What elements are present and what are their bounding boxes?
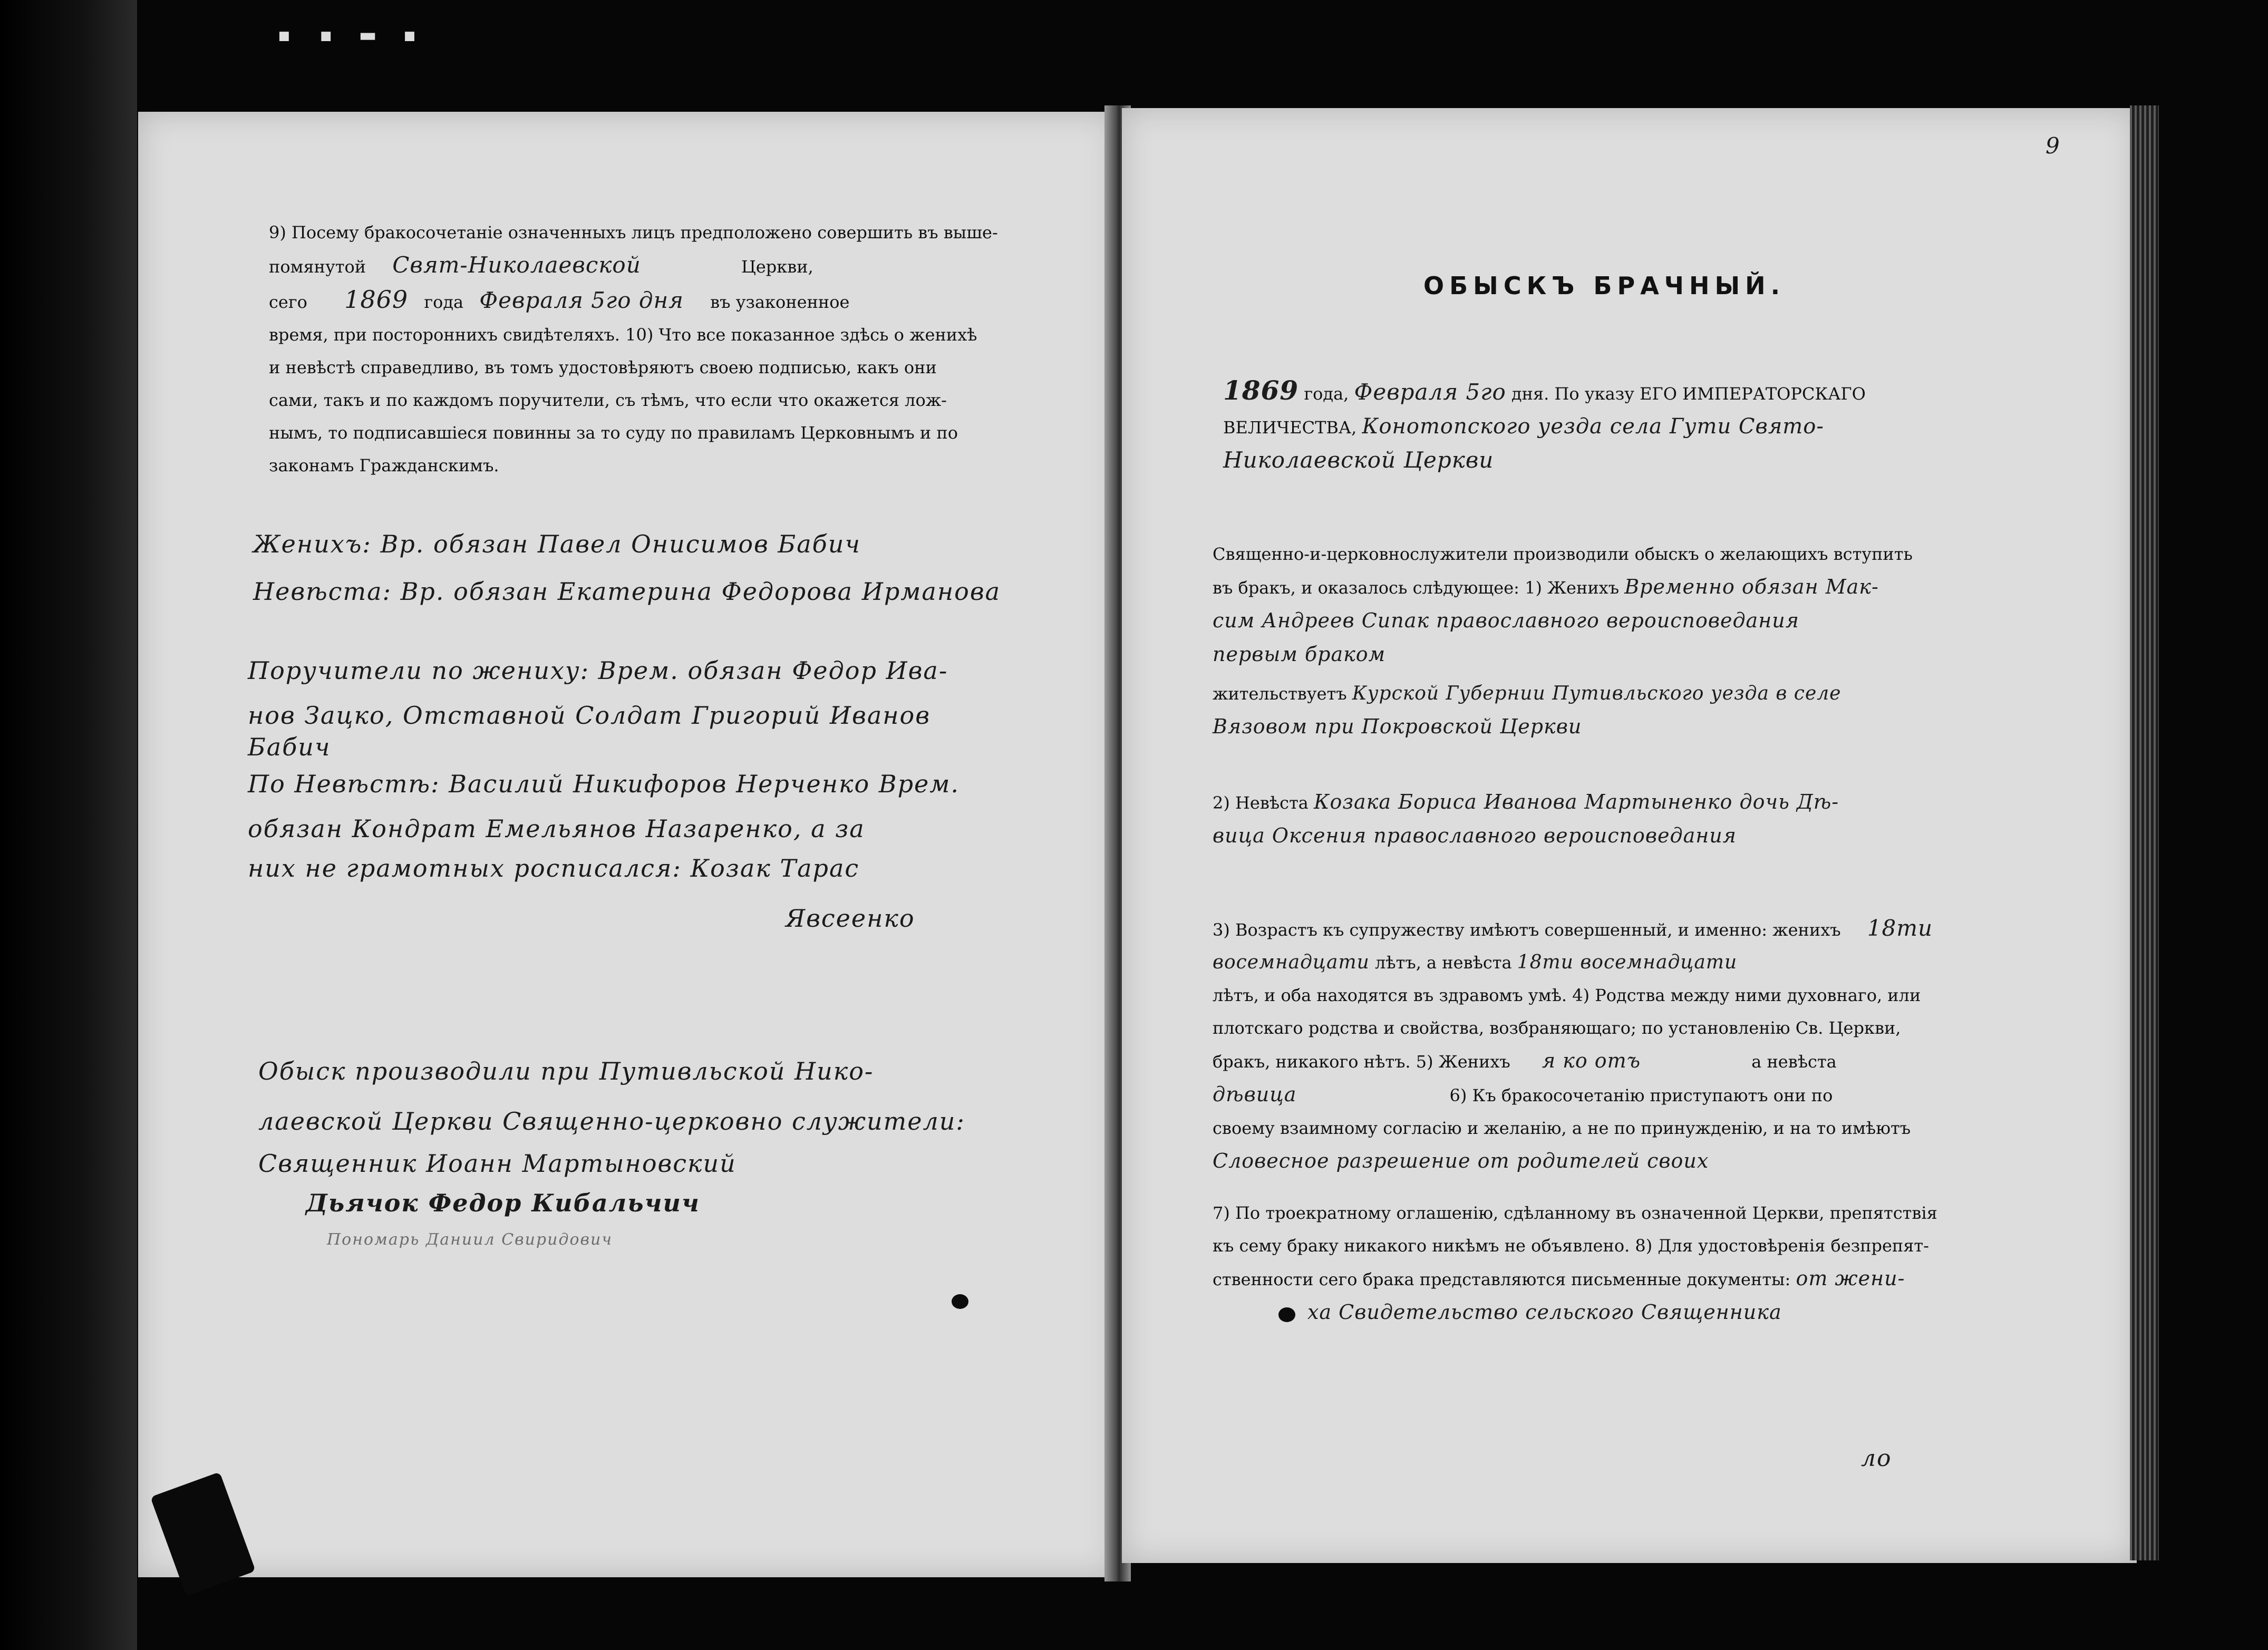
print-line: 3) Возрастъ къ супружеству имѣютъ совершенный, и именно: женихъ 18ти xyxy=(1213,915,1933,941)
print-line: ВЕЛИЧЕСТВА, Конотопского уезда села Гути Свято- xyxy=(1223,414,1824,439)
search-line: Обыск производили при Путивльской Нико- xyxy=(258,1057,874,1085)
ink-blot xyxy=(952,1294,968,1309)
sureties-line: них не грамотных росписался: Козак Тарас xyxy=(248,854,860,882)
sureties-line: Бабич xyxy=(248,733,331,761)
handwritten-church: Свят-Николаевской xyxy=(392,252,641,278)
print-line: ха Свидетельство сельского Священника xyxy=(1307,1300,1782,1324)
sureties-line: По Невѣстѣ: Василий Никифоров Нерченко Врем. xyxy=(248,770,960,798)
ink-blot xyxy=(1278,1307,1295,1322)
print-line: сим Андреев Сипак православного вероисповедания xyxy=(1213,609,1799,632)
print-line: законамъ Гражданскимъ. xyxy=(269,455,499,475)
print-line: своему взаимному согласію и желанію, а не по принужденію, и на то имѣютъ xyxy=(1213,1118,1911,1138)
print-line: бракъ, никакого нѣтъ. 5) Женихъ я ко отъ а невѣста xyxy=(1213,1049,1837,1072)
print-line: въ бракъ, и оказалось слѣдующее: 1) Женихъ Временно обязан Мак- xyxy=(1213,575,1879,598)
page-number: 9 xyxy=(2046,133,2061,159)
print-line: восемнадцати лѣтъ, а невѣста 18ти восемнадцати xyxy=(1213,952,1738,973)
print-line: Священно-и-церковнослужители производили обыскъ о желающихъ вступить xyxy=(1213,544,1913,564)
banns-block xyxy=(1213,1197,2104,1329)
signature: Явсеенко xyxy=(786,904,915,933)
right-printed-block-2 xyxy=(1213,538,2104,672)
search-line: лаевской Церкви Священно-церковно служители: xyxy=(258,1107,965,1135)
page-edges xyxy=(2130,105,2159,1560)
print-line: вица Оксения православного вероисповедания xyxy=(1213,824,1737,847)
print-line: 9) Посему бракосочетаніе означенныхъ лицъ предположено совершить въ выше- xyxy=(269,222,998,242)
print-line: сами, такъ и по каждомъ поручители, съ тѣмъ, что если что окажется лож- xyxy=(269,390,947,410)
handwritten-year: 1869 xyxy=(344,285,409,314)
print-line: лѣтъ, и оба находятся въ здравомъ умѣ. 4) Родства между ними духовнаго, или xyxy=(1213,985,1921,1005)
document-title: ОБЫСКЪ БРАЧНЫЙ. xyxy=(1423,271,1786,300)
print-line: Вязовом при Покровской Церкви xyxy=(1213,715,1582,738)
sureties-line: нов Зацко, Отставной Солдат Григорий Иванов xyxy=(248,701,931,730)
print-line: къ сему браку никакого никѣмъ не объявлено. 8) Для удостовѣренія безпрепят- xyxy=(1213,1236,1929,1256)
print-line: 1869 года, Февраля 5го дня. По указу ЕГО ИМПЕРАТОРСКАГО xyxy=(1223,375,1866,406)
print-line: Николаевской Церкви xyxy=(1223,447,1494,473)
print-line: 2) Невѣста Козака Бориса Иванова Мартыненко дочь Дѣ- xyxy=(1213,790,1839,813)
signature: Дьячок Федор Кибальчич xyxy=(306,1189,700,1217)
right-printed-block-1 xyxy=(1223,374,2098,478)
print-line: 7) По троекратному оглашенію, сдѣланному въ означенной Церкви, препятствія xyxy=(1213,1203,1937,1223)
signature: Священник Иоанн Мартыновский xyxy=(258,1149,736,1178)
sureties-line: обязан Кондрат Емельянов Назаренко, а за xyxy=(248,814,865,843)
scan-fringe xyxy=(0,0,137,1650)
groom-entry: Женихъ: Вр. обязан Павел Онисимов Бабич xyxy=(253,530,861,558)
age-block xyxy=(1213,912,2104,1178)
residence-block xyxy=(1213,677,2104,744)
print-line: помянутой Свят-Николаевской Церкви, xyxy=(269,252,813,278)
print-line: дѣвица 6) Къ бракосочетанію приступаютъ они по xyxy=(1213,1083,1833,1106)
bride-block xyxy=(1213,785,2104,853)
handwritten-date: Февраля 5го дня xyxy=(479,287,684,313)
print-line: жительствуетъ Курской Губернии Путивльского уезда в селе xyxy=(1213,683,1841,704)
signature: Пономарь Даниил Свиридович xyxy=(327,1230,613,1249)
print-line: ственности сего брака представляются письменные документы: от жени- xyxy=(1213,1267,1905,1290)
print-line: нымъ, то подписавшіеся повинны за то суду по правиламъ Церковнымъ и по xyxy=(269,423,958,443)
print-line: Словесное разрешение от родителей своих xyxy=(1213,1149,1709,1172)
left-printed-paragraph xyxy=(269,216,1017,482)
print-line: первым браком xyxy=(1213,643,1386,666)
bride-entry: Невѣста: Вр. обязан Екатерина Федорова Ирманова xyxy=(253,577,1001,606)
scan-marks: ▪ ▪ ▬ ▪ xyxy=(277,20,423,48)
print-line: и невѣстѣ справедливо, въ томъ удостовѣряютъ своею подписью, какъ они xyxy=(269,357,937,377)
catchword: ло xyxy=(1861,1445,1892,1472)
print-line: время, при постороннихъ свидѣтеляхъ. 10) Что все показанное здѣсь о женихѣ xyxy=(269,325,977,345)
sureties-line: Поручители по жениху: Врем. обязан Федор Ива- xyxy=(248,656,948,685)
print-line: сего 1869 года Февраля 5го дня въ узаконенное xyxy=(269,285,850,314)
print-line: плотскаго родства и свойства, возбраняющаго; по установленію Св. Церкви, xyxy=(1213,1018,1901,1038)
